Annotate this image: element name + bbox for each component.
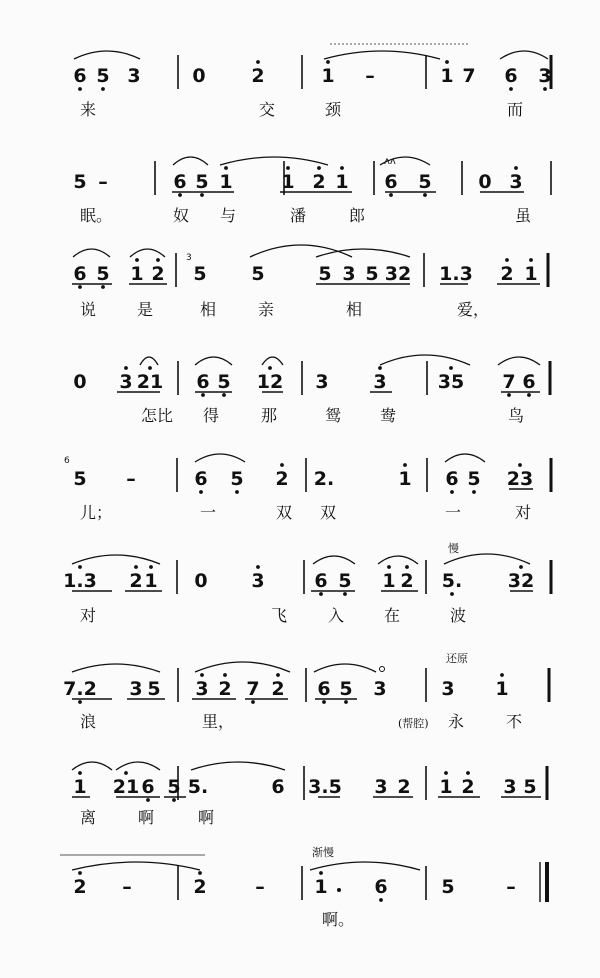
slur <box>445 454 485 462</box>
note: 5 <box>339 678 353 700</box>
octave-down-dot <box>101 87 105 91</box>
slur <box>72 555 160 564</box>
lyric: 相 <box>346 300 363 319</box>
lyric: 在 <box>384 606 401 625</box>
lyric: 浪 <box>80 712 97 731</box>
octave-up-dot <box>387 565 391 569</box>
lyric: 对 <box>80 606 97 625</box>
octave-down-dot <box>509 87 513 91</box>
note: 7.2 <box>63 678 97 700</box>
note: 5 <box>96 263 110 285</box>
octave-down-dot <box>527 393 531 397</box>
note: 5 <box>338 570 352 592</box>
lyric: 啊 <box>138 808 155 827</box>
note: 21 <box>136 371 164 393</box>
octave-down-dot <box>222 393 226 397</box>
slur <box>444 554 530 564</box>
octave-up-dot <box>148 366 152 370</box>
slur <box>262 357 283 365</box>
lyric: 一 <box>445 503 462 522</box>
octave-up-dot <box>466 771 470 775</box>
note: 3 <box>119 371 133 393</box>
note: 3 <box>342 263 356 285</box>
note: 6 <box>317 678 331 700</box>
lyric: 来 <box>80 100 97 119</box>
note: 1 <box>398 468 412 490</box>
lyric: 奴 <box>173 206 190 225</box>
octave-down-dot <box>423 193 427 197</box>
grace-note: 3 <box>186 253 192 263</box>
note: 2 <box>218 678 232 700</box>
note: 5 <box>365 263 379 285</box>
slur <box>72 762 112 770</box>
octave-up-dot <box>124 771 128 775</box>
lyric: 虽 <box>515 206 532 225</box>
lyric: 一 <box>200 503 217 522</box>
note: 1.3 <box>63 570 97 592</box>
octave-up-dot <box>156 258 160 262</box>
slur <box>316 249 410 257</box>
note: 3 <box>374 776 388 798</box>
score-body <box>60 44 552 929</box>
note: 6 <box>522 371 536 393</box>
slur <box>378 556 418 564</box>
octave-up-dot <box>445 60 449 64</box>
note: 1 <box>314 876 328 898</box>
octave-up-dot <box>449 366 453 370</box>
octave-down-dot <box>200 193 204 197</box>
note: – <box>365 65 375 87</box>
note: 6 <box>504 65 518 87</box>
note: 32 <box>384 263 412 285</box>
lyric: 鸳 <box>325 406 342 425</box>
note: 2 <box>271 678 285 700</box>
note: 5 <box>251 263 265 285</box>
lyric: 亲 <box>258 300 275 319</box>
octave-down-dot <box>101 285 105 289</box>
lyric: 双 <box>276 503 293 522</box>
note: 1 <box>281 171 295 193</box>
lyric: 那 <box>261 406 278 425</box>
note: 6 <box>271 776 285 798</box>
note: 35 <box>437 371 465 393</box>
lyric: 双 <box>320 503 337 522</box>
octave-down-dot <box>172 798 176 802</box>
slur <box>310 862 420 870</box>
slur <box>140 357 158 365</box>
lyric: 潘 <box>290 206 307 225</box>
lyric: 鸯 <box>380 406 397 425</box>
slur <box>324 51 440 59</box>
note: 2 <box>193 876 207 898</box>
octave-down-dot <box>201 393 205 397</box>
lyric: 交 <box>259 100 276 119</box>
note: 2 <box>73 876 87 898</box>
octave-up-dot <box>444 771 448 775</box>
lyric: 得 <box>203 406 220 425</box>
note: 2 <box>312 171 326 193</box>
note: 3 <box>373 678 387 700</box>
lyric: 离 <box>80 808 97 827</box>
lyric: 儿； <box>80 503 113 522</box>
note: 5 <box>318 263 332 285</box>
octave-up-dot <box>223 673 227 677</box>
note: 2 <box>397 776 411 798</box>
tempo-mark-return: 还原 <box>446 652 468 665</box>
note: 3 <box>441 678 455 700</box>
note: 6 <box>141 776 155 798</box>
octave-up-dot <box>340 166 344 170</box>
slur <box>195 454 245 462</box>
octave-up-dot <box>405 565 409 569</box>
note: 5 <box>217 371 231 393</box>
note: 0 <box>192 65 206 87</box>
note: 6 <box>314 570 328 592</box>
lyric: 飞 <box>271 606 288 625</box>
note: – <box>506 876 516 898</box>
note: 3 <box>538 65 552 87</box>
note: 5 <box>73 468 87 490</box>
note: – <box>255 876 265 898</box>
octave-up-dot <box>280 463 284 467</box>
lyric: 颈 <box>325 100 342 119</box>
lyric: 啊 <box>198 808 215 827</box>
note: 0 <box>73 371 87 393</box>
trill-mark: ʌʌ <box>384 156 396 167</box>
slur <box>313 556 355 564</box>
slur <box>498 357 540 365</box>
octave-down-dot <box>251 700 255 704</box>
slur <box>380 355 470 365</box>
slur <box>72 862 200 870</box>
lyric: 里， <box>202 712 235 731</box>
note: – <box>122 876 132 898</box>
octave-down-dot <box>389 193 393 197</box>
lyric: 郎 <box>349 206 366 225</box>
note: 1 <box>440 65 454 87</box>
note: 1 <box>130 263 144 285</box>
slur <box>116 762 160 770</box>
note: 2 <box>129 570 143 592</box>
note: 0 <box>194 570 208 592</box>
note: 3 <box>509 171 523 193</box>
note: 6 <box>73 263 87 285</box>
octave-down-dot <box>450 592 454 596</box>
note: 3 <box>503 776 517 798</box>
note: 32 <box>507 570 535 592</box>
octave-down-dot <box>507 393 511 397</box>
note: 1 <box>219 171 233 193</box>
octave-up-dot <box>78 871 82 875</box>
lyric: 相 <box>200 300 217 319</box>
note: 7 <box>502 371 516 393</box>
note: 2 <box>461 776 475 798</box>
note: 5 <box>193 263 207 285</box>
lyric: 是 <box>137 300 154 319</box>
note: 6 <box>384 171 398 193</box>
octave-down-dot <box>235 490 239 494</box>
octave-down-dot <box>78 87 82 91</box>
octave-up-dot <box>500 673 504 677</box>
octave-up-dot <box>134 565 138 569</box>
slur <box>130 249 165 257</box>
slur <box>195 662 290 672</box>
octave-up-dot <box>403 463 407 467</box>
tempo-mark-gradually-slow: 渐慢 <box>312 846 334 859</box>
note: 5 <box>523 776 537 798</box>
note: 2. <box>313 468 335 490</box>
octave-up-dot <box>518 463 522 467</box>
octave-down-dot <box>146 798 150 802</box>
note: 5 <box>73 171 87 193</box>
note: 1 <box>144 570 158 592</box>
note: 3 <box>127 65 141 87</box>
note: 5 <box>147 678 161 700</box>
lyric: 波 <box>450 606 467 625</box>
octave-up-dot <box>198 871 202 875</box>
octave-up-dot <box>505 258 509 262</box>
lyric: 对 <box>515 503 532 522</box>
slur <box>314 664 376 672</box>
octave-up-dot <box>256 60 260 64</box>
fermata-circle <box>380 667 385 672</box>
note: 5 <box>467 468 481 490</box>
slur <box>72 664 160 672</box>
note: 3 <box>315 371 329 393</box>
note: 3.5 <box>308 776 342 798</box>
note: 2 <box>275 468 289 490</box>
note: 3 <box>129 678 143 700</box>
octave-down-dot <box>379 898 383 902</box>
octave-down-dot <box>78 700 82 704</box>
slur <box>73 249 110 257</box>
lyric: (帮腔) <box>398 717 429 730</box>
note: 6 <box>194 468 208 490</box>
octave-up-dot <box>256 565 260 569</box>
lyric: 永 <box>448 712 465 731</box>
octave-down-dot <box>322 700 326 704</box>
octave-down-dot <box>472 490 476 494</box>
octave-up-dot <box>276 673 280 677</box>
note: 0 <box>478 171 492 193</box>
note: – <box>126 468 136 490</box>
note: 2 <box>251 65 265 87</box>
note: 1.3 <box>439 263 473 285</box>
slur <box>173 157 208 165</box>
slur <box>74 51 140 59</box>
octave-up-dot <box>78 565 82 569</box>
octave-down-dot <box>199 490 203 494</box>
lyric: 鸟 <box>508 406 525 425</box>
note: 1 <box>495 678 509 700</box>
lyric: 眠。 <box>80 206 113 225</box>
lyric: 入 <box>328 606 345 625</box>
note: 1 <box>335 171 349 193</box>
octave-up-dot <box>378 366 382 370</box>
note: 3 <box>195 678 209 700</box>
note: 5 <box>167 776 181 798</box>
lyric: 与 <box>220 206 237 225</box>
lyric: 说 <box>80 300 97 319</box>
slur <box>220 157 328 165</box>
lyric: 而 <box>507 100 524 119</box>
octave-up-dot <box>124 366 128 370</box>
octave-down-dot <box>319 592 323 596</box>
octave-up-dot <box>286 166 290 170</box>
note: – <box>98 171 108 193</box>
slur <box>195 357 232 365</box>
note: 2 <box>400 570 414 592</box>
note: 21 <box>112 776 140 798</box>
note: 5 <box>441 876 455 898</box>
slur <box>191 762 285 770</box>
octave-up-dot <box>317 166 321 170</box>
octave-up-dot <box>135 258 139 262</box>
note: 6 <box>173 171 187 193</box>
octave-up-dot <box>519 565 523 569</box>
note: 6 <box>73 65 87 87</box>
lyric: 不 <box>506 712 523 731</box>
note: 7 <box>246 678 260 700</box>
note: 6 <box>196 371 210 393</box>
note: 6 <box>445 468 459 490</box>
note: 12 <box>256 371 284 393</box>
lyric: 爱， <box>457 300 490 319</box>
slur <box>500 51 548 59</box>
note: 5 <box>230 468 244 490</box>
octave-up-dot <box>529 258 533 262</box>
octave-up-dot <box>319 871 323 875</box>
grace-note: 6 <box>64 456 70 466</box>
tempo-mark-slow: 慢 <box>448 542 459 555</box>
octave-up-dot <box>149 565 153 569</box>
octave-up-dot <box>200 673 204 677</box>
octave-up-dot <box>268 366 272 370</box>
note: 6 <box>374 876 388 898</box>
note: 5 <box>96 65 110 87</box>
extension-dot <box>337 888 341 892</box>
note: 5. <box>187 776 209 798</box>
lyric: 怎比 <box>141 406 174 425</box>
note: 1 <box>73 776 87 798</box>
note: 1 <box>439 776 453 798</box>
octave-up-dot <box>78 771 82 775</box>
octave-down-dot <box>78 285 82 289</box>
octave-down-dot <box>344 700 348 704</box>
octave-down-dot <box>450 490 454 494</box>
note: 5. <box>441 570 463 592</box>
note: 5 <box>418 171 432 193</box>
note: 23 <box>506 468 534 490</box>
note: 7 <box>462 65 476 87</box>
note: 1 <box>321 65 335 87</box>
note: 3 <box>373 371 387 393</box>
octave-down-dot <box>543 87 547 91</box>
octave-up-dot <box>326 60 330 64</box>
octave-up-dot <box>224 166 228 170</box>
octave-down-dot <box>178 193 182 197</box>
note: 2 <box>151 263 165 285</box>
octave-down-dot <box>343 592 347 596</box>
note: 3 <box>251 570 265 592</box>
lyric: 啊。 <box>322 910 355 929</box>
octave-up-dot <box>514 166 518 170</box>
note: 5 <box>195 171 209 193</box>
note: 1 <box>382 570 396 592</box>
note: 1 <box>524 263 538 285</box>
note: 2 <box>500 263 514 285</box>
